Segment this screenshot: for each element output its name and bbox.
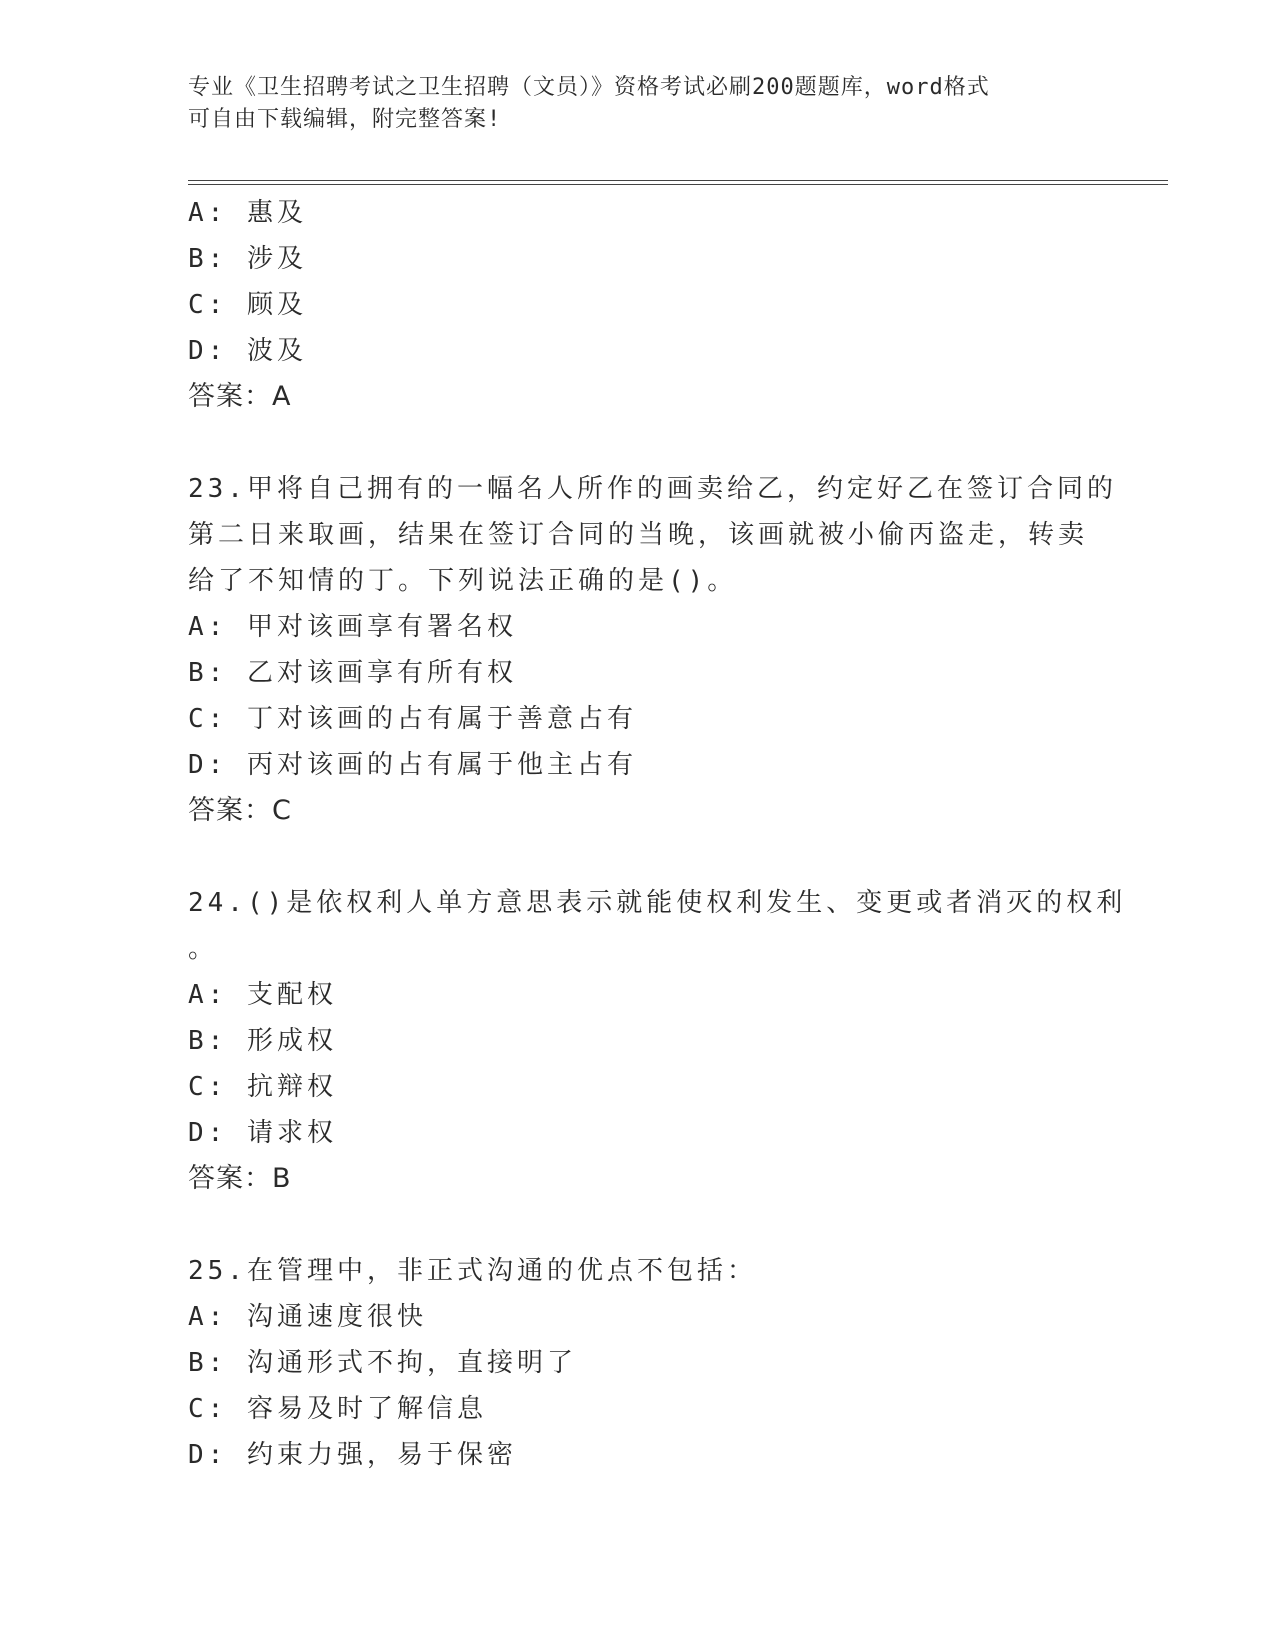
answer-line: 答案：C [188, 795, 292, 826]
option-c: C: 顾及 [188, 290, 307, 320]
question-text-line: 给了不知情的丁。下列说法正确的是()。 [188, 566, 738, 596]
option-a: A: 甲对该画享有署名权 [188, 612, 517, 642]
option-d: D: 波及 [188, 336, 307, 366]
option-a: A: 惠及 [188, 198, 307, 228]
option-b: B: 沟通形式不拘，直接明了 [188, 1348, 577, 1378]
spacer [188, 420, 1088, 466]
option-b: B: 乙对该画享有所有权 [188, 658, 517, 688]
answer-line: 答案：B [188, 1163, 292, 1194]
header-rule-bottom [188, 184, 1168, 185]
header-line-1: 专业《卫生招聘考试之卫生招聘（文员）》资格考试必刷200题题库，word格式 [188, 75, 990, 100]
question-25-block [188, 1248, 1088, 1478]
question-content [188, 190, 1127, 1478]
header-rule-top [188, 180, 1168, 181]
question-22-block [188, 190, 1088, 420]
question-text-line: 24.()是依权利人单方意思表示就能使权利发生、变更或者消灭的权利 [188, 888, 1127, 918]
question-23-block [188, 466, 1117, 834]
option-b: B: 形成权 [188, 1026, 337, 1056]
option-b: B: 涉及 [188, 244, 307, 274]
option-c: C: 丁对该画的占有属于善意占有 [188, 704, 637, 734]
spacer [188, 1202, 1088, 1248]
question-text-line: 第二日来取画，结果在签订合同的当晚，该画就被小偷丙盗走，转卖 [188, 520, 1089, 550]
option-a: A: 支配权 [188, 980, 337, 1010]
question-text-line: 。 [188, 934, 219, 964]
spacer [188, 834, 1088, 880]
option-d: D: 约束力强，易于保密 [188, 1440, 517, 1470]
option-a: A: 沟通速度很快 [188, 1302, 427, 1332]
option-d: D: 丙对该画的占有属于他主占有 [188, 750, 637, 780]
answer-line: 答案：A [188, 381, 292, 412]
option-d: D: 请求权 [188, 1118, 337, 1148]
option-c: C: 容易及时了解信息 [188, 1394, 487, 1424]
option-c: C: 抗辩权 [188, 1072, 337, 1102]
question-text-line: 23.甲将自己拥有的一幅名人所作的画卖给乙，约定好乙在签订合同的 [188, 474, 1117, 504]
question-text-line: 25.在管理中，非正式沟通的优点不包括： [188, 1256, 757, 1286]
question-24-block [188, 880, 1127, 1202]
document-header [188, 72, 1068, 136]
header-line-2: 可自由下载编辑，附完整答案! [188, 107, 502, 132]
